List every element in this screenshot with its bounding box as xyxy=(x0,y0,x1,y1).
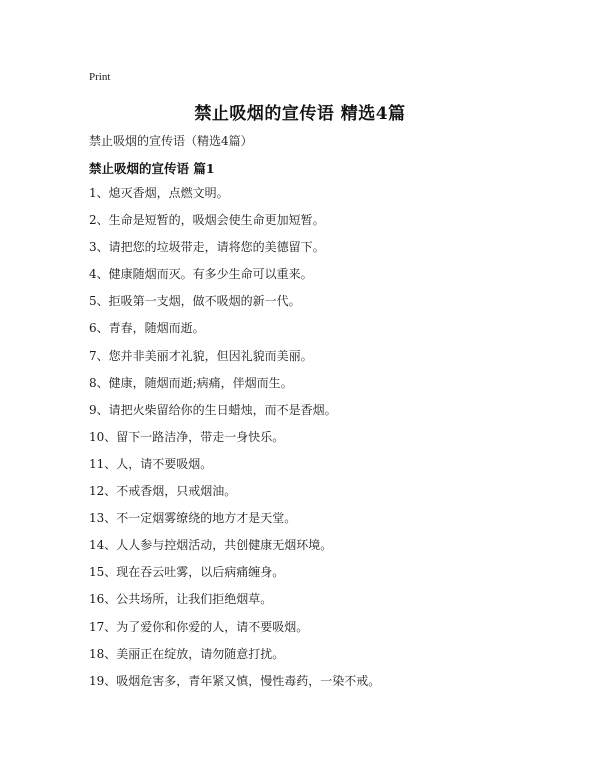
list-item: 10、留下一路洁净，带走一身快乐。 xyxy=(89,429,285,444)
print-label[interactable]: Print xyxy=(89,71,111,83)
list-item: 15、现在吞云吐雾，以后病痛缠身。 xyxy=(89,565,285,580)
list-item: 18、美丽正在绽放，请勿随意打扰。 xyxy=(89,646,285,661)
list-item: 8、健康，随烟而逝;病痛，伴烟而生。 xyxy=(89,375,293,390)
list-item: 17、为了爱你和你爱的人，请不要吸烟。 xyxy=(89,619,309,634)
list-item: 7、您并非美丽才礼貌，但因礼貌而美丽。 xyxy=(89,348,313,363)
list-item: 14、人人参与控烟活动，共创健康无烟环境。 xyxy=(89,538,333,553)
slogan-list xyxy=(89,185,380,700)
list-item: 5、拒吸第一支烟，做不吸烟的新一代。 xyxy=(89,294,301,309)
list-item: 11、人，请不要吸烟。 xyxy=(89,456,213,471)
list-item: 1、熄灭香烟，点燃文明。 xyxy=(89,186,229,200)
section-heading: 禁止吸烟的宣传语 篇1 xyxy=(89,161,215,176)
list-item: 3、请把您的垃圾带走，请将您的美德留下。 xyxy=(89,240,325,255)
list-item: 19、吸烟危害多，青年紧又慎，慢性毒药，一染不戒。 xyxy=(89,673,381,688)
list-item: 16、公共场所，让我们拒绝烟草。 xyxy=(89,592,273,607)
list-item: 12、不戒香烟，只戒烟油。 xyxy=(89,484,237,499)
list-item: 2、生命是短暂的，吸烟会使生命更加短暂。 xyxy=(89,213,325,228)
list-item: 6、青春，随烟而逝。 xyxy=(89,321,205,336)
document-title: 禁止吸烟的宣传语 精选4篇 xyxy=(194,104,406,124)
list-item: 9、请把火柴留给你的生日蜡烛，而不是香烟。 xyxy=(89,402,337,417)
document-subtitle: 禁止吸烟的宣传语（精选4篇） xyxy=(89,134,253,148)
list-item: 13、不一定烟雾缭绕的地方才是天堂。 xyxy=(89,511,297,526)
list-item: 4、健康随烟而灭。有多少生命可以重来。 xyxy=(89,267,313,282)
